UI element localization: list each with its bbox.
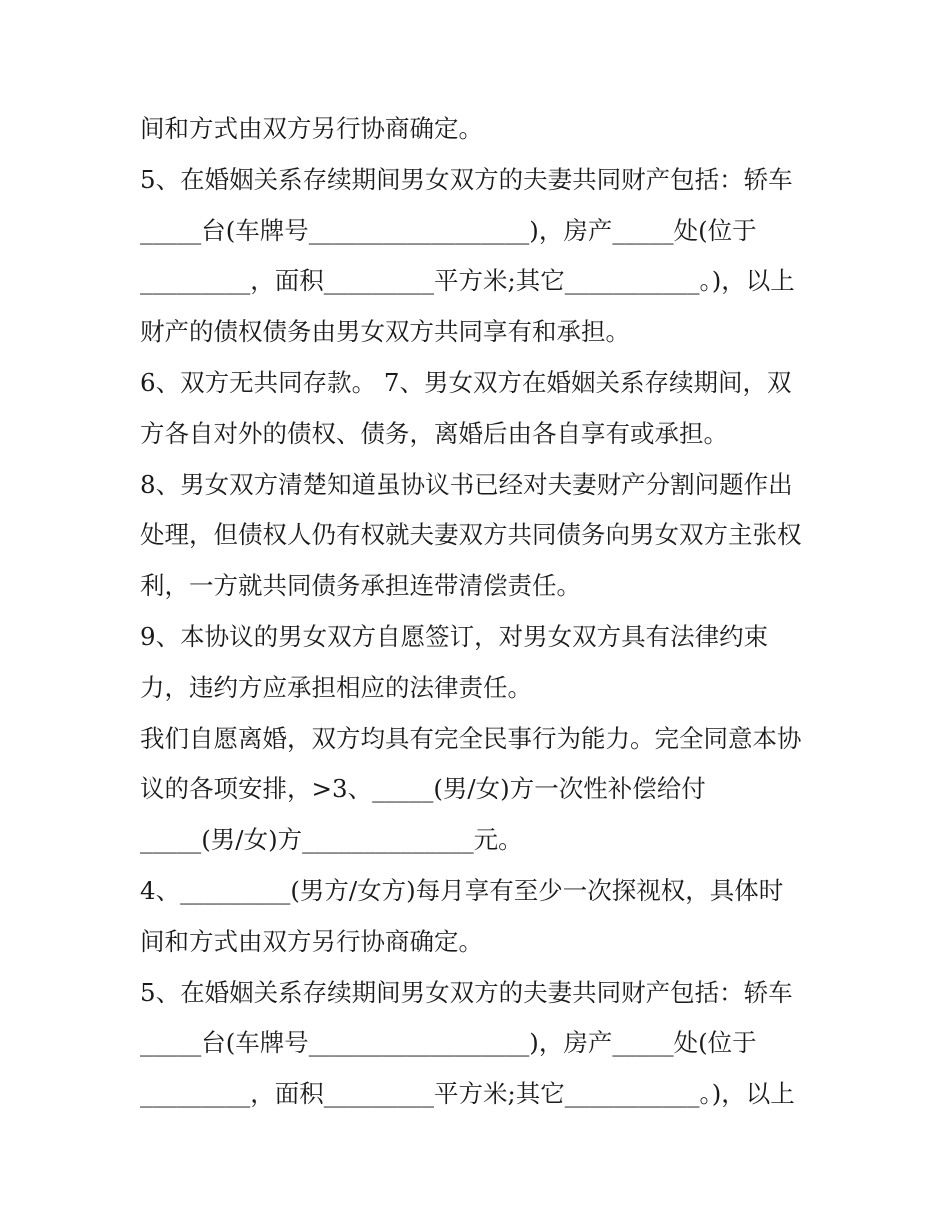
- text-line: _________，面积_________平方米;其它___________。)，以上: [140, 266, 795, 296]
- text-line: 方各自对外的债权、债务，离婚后由各自享有或承担。: [140, 418, 728, 448]
- text-line: 我们自愿离婚，双方均具有完全民事行为能力。完全同意本协: [140, 723, 802, 753]
- text-line: 财产的债权债务由男女双方共同享有和承担。: [140, 317, 630, 347]
- document-body: [140, 104, 830, 1120]
- text-line: _________，面积_________平方米;其它___________。)，以上: [140, 1079, 795, 1109]
- text-line: 利，一方就共同债务承担连带清偿责任。: [140, 571, 581, 601]
- text-line: 8、男女双方清楚知道虽协议书已经对夫妻财产分割问题作出: [140, 469, 793, 499]
- text-line: 议的各项安排，>3、_____(男/女)方一次性补偿给付: [140, 774, 706, 804]
- text-line: 5、在婚姻关系存续期间男女双方的夫妻共同财产包括：轿车: [140, 164, 793, 194]
- text-line: 9、本协议的男女双方自愿签订，对男女双方具有法律约束: [140, 621, 769, 651]
- text-line: 间和方式由双方另行协商确定。: [140, 114, 483, 143]
- text-line: _____台(车牌号__________________)，房产_____处(位于: [140, 215, 757, 245]
- text-line: 6、双方无共同存款。 7、男女双方在婚姻关系存续期间，双: [140, 367, 792, 397]
- text-line: 间和方式由双方另行协商确定。: [140, 926, 483, 956]
- text-line: _____(男/女)方______________元。: [140, 825, 523, 855]
- text-line: 力，违约方应承担相应的法律责任。: [140, 672, 532, 702]
- text-line: 处理，但债权人仍有权就夫妻双方共同债务向男女双方主张权: [140, 520, 802, 550]
- text-line: _____台(车牌号__________________)，房产_____处(位于: [140, 1028, 757, 1058]
- text-line: 5、在婚姻关系存续期间男女双方的夫妻共同财产包括：轿车: [140, 977, 793, 1007]
- text-line: 4、_________(男方/女方)每月享有至少一次探视权，具体时: [140, 875, 784, 905]
